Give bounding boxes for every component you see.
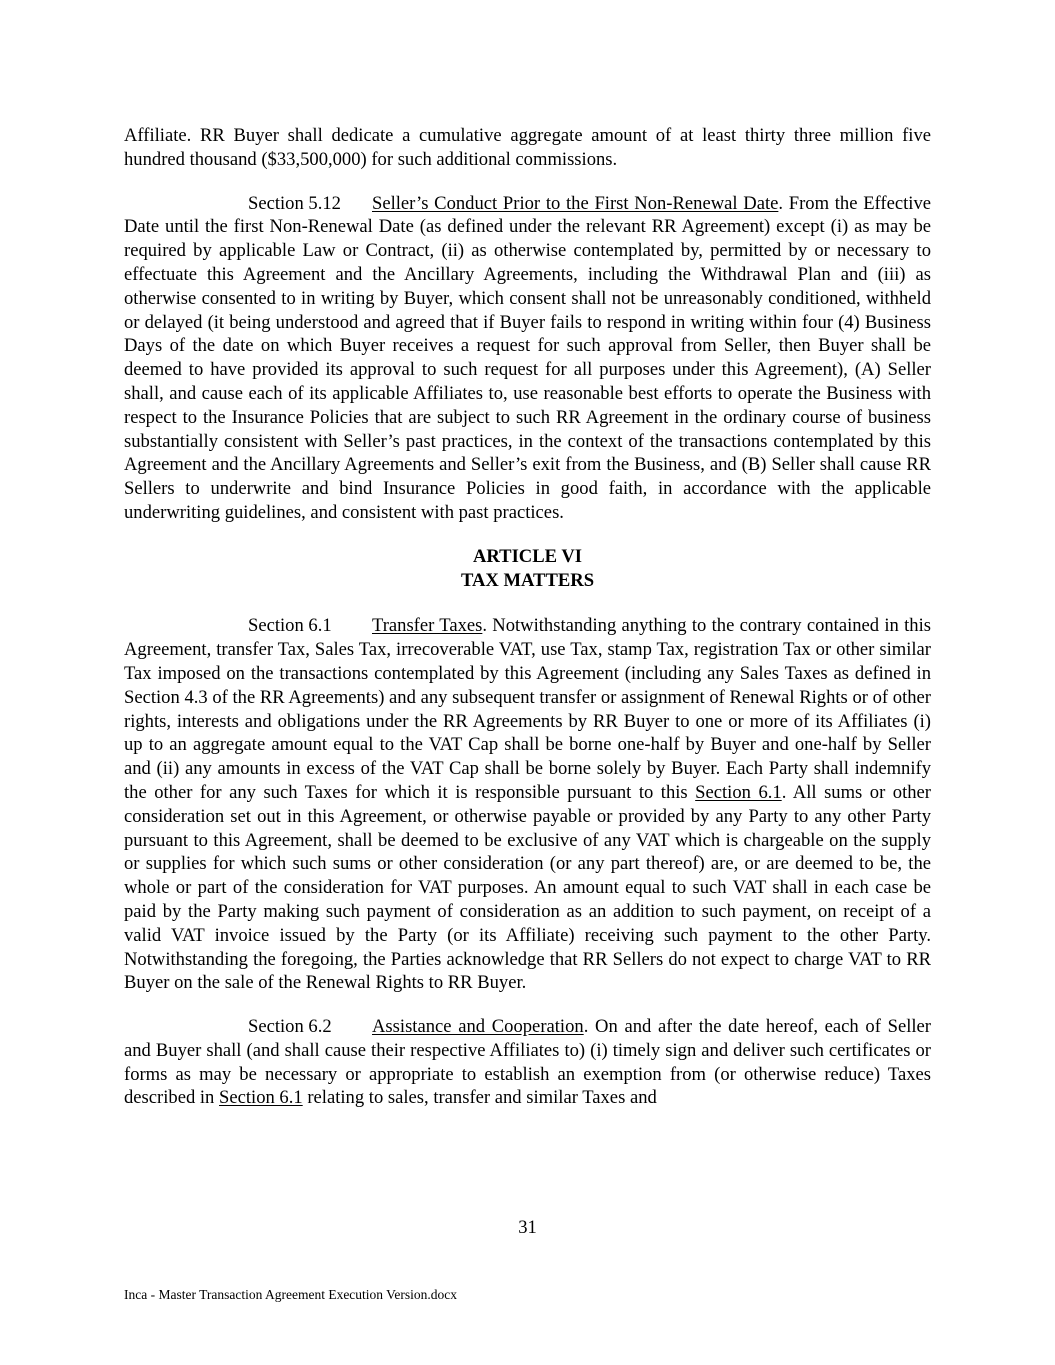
section-5-12-title: Seller’s Conduct Prior to the First Non-Renewal Date [372, 192, 779, 214]
section-5-12-paragraph [124, 192, 931, 525]
section-6-2-body-b: relating to sales, transfer and similar Taxes and [302, 1087, 657, 1109]
section-6-2-body-a: . On and after the date hereof, each of Seller and Buyer shall (and shall cause their respective Affiliates to) (i) timely sign and deliver such certificates or forms as may be necessary or appropriate to establish an exemption from (or otherwise reduce) Taxes described in [124, 1016, 931, 1109]
section-6-1-body-a: . Notwithstanding anything to the contrary contained in this Agreement, transfer Tax, Sales Tax, irrecoverable VAT, use Tax, stamp Tax, registration Tax or other similar Tax imposed on the transactions contemplated by this Agreement (including any Sales Taxes as defined in Section 4.3 of the RR Agreements) and any subsequent transfer or assignment of Renewal Rights or of other rights, interests and obligations under the RR Agreements by RR Buyer to one or more of its Affiliates (i) up to an aggregate amount equal to the VAT Cap shall be borne one-half by Buyer and one-half by Seller and (ii) any amounts in excess of the VAT Cap shall be borne solely by Buyer. Each Party shall indemnify the other for any such Taxes for which it is responsible pursuant to this [124, 615, 931, 803]
section-6-1-body-b: . All sums or other consideration set out in this Agreement, or otherwise payable or provided by any Party to any other Party pursuant to this Agreement, shall be deemed to be exclusive of any VAT which is chargeable on the supply or supplies for which such sums or other consideration (or any part thereof) are, or are deemed to be, the whole or part of the consideration for VAT purposes. An amount equal to such VAT shall in each case be paid by the Party making such payment of consideration as an addition to such payment, on receipt of a valid VAT invoice issued by the Party (or its Affiliate) receiving such payment to the other Party. Notwithstanding the foregoing, the Parties acknowledge that RR Sellers do not expect to charge VAT to RR Buyer on the sale of the Renewal Rights to RR Buyer. [124, 781, 931, 994]
section-6-2-reference: Section 6.1 [219, 1087, 303, 1109]
section-6-2-paragraph [124, 1015, 931, 1110]
section-6-1-title: Transfer Taxes [372, 615, 483, 637]
article-title: TAX MATTERS [460, 569, 595, 591]
section-6-2-number: Section 6.2 [248, 1016, 332, 1038]
page-number: 31 [518, 1217, 537, 1238]
section-6-1-number: Section 6.1 [248, 615, 332, 637]
paragraph-affiliate: Affiliate. RR Buyer shall dedicate a cumulative aggregate amount of at least thirty three million five hundred thousand ($33,500,000) for such additional commissions. [124, 125, 931, 170]
section-5-12-number: Section 5.12 [248, 192, 341, 214]
article-heading [124, 545, 931, 593]
article-number: ARTICLE VI [472, 545, 583, 567]
section-6-1-paragraph [124, 614, 931, 995]
document-page [124, 124, 931, 1130]
section-6-2-title: Assistance and Cooperation [372, 1016, 584, 1038]
section-6-1-reference: Section 6.1 [695, 781, 782, 803]
footer-filename: Inca - Master Transaction Agreement Execution Version.docx [124, 1287, 458, 1302]
section-5-12-body: . From the Effective Date until the first Non-Renewal Date (as defined under the relevant RR Agreement) except (i) as may be required by applicable Law or Contract, (ii) as otherwise contemplated by, permitted by or necessary to effectuate this Agreement and the Ancillary Agreements, including the Withdrawal Plan and (iii) as otherwise consented to in writing by Buyer, which consent shall not be unreasonably conditioned, withheld or delayed (it being understood and agreed that if Buyer fails to respond in writing within four (4) Business Days of the date on which Buyer receives a request for such approval from Seller, then Buyer shall be deemed to have provided its approval to such request for all purposes under this Agreement), (A) Seller shall, and cause each of its applicable Affiliates to, use reasonable best efforts to operate the Business with respect to the Insurance Policies that are subject to such RR Agreement in the ordinary course of business substantially consistent with Seller’s past practices, in the context of the transactions contemplated by this Agreement and the Ancillary Agreements and Seller’s exit from the Business, and (B) Seller shall cause RR Sellers to underwrite and bind Insurance Policies in good faith, in accordance with the applicable underwriting guidelines, and consistent with past practices. [124, 192, 931, 523]
